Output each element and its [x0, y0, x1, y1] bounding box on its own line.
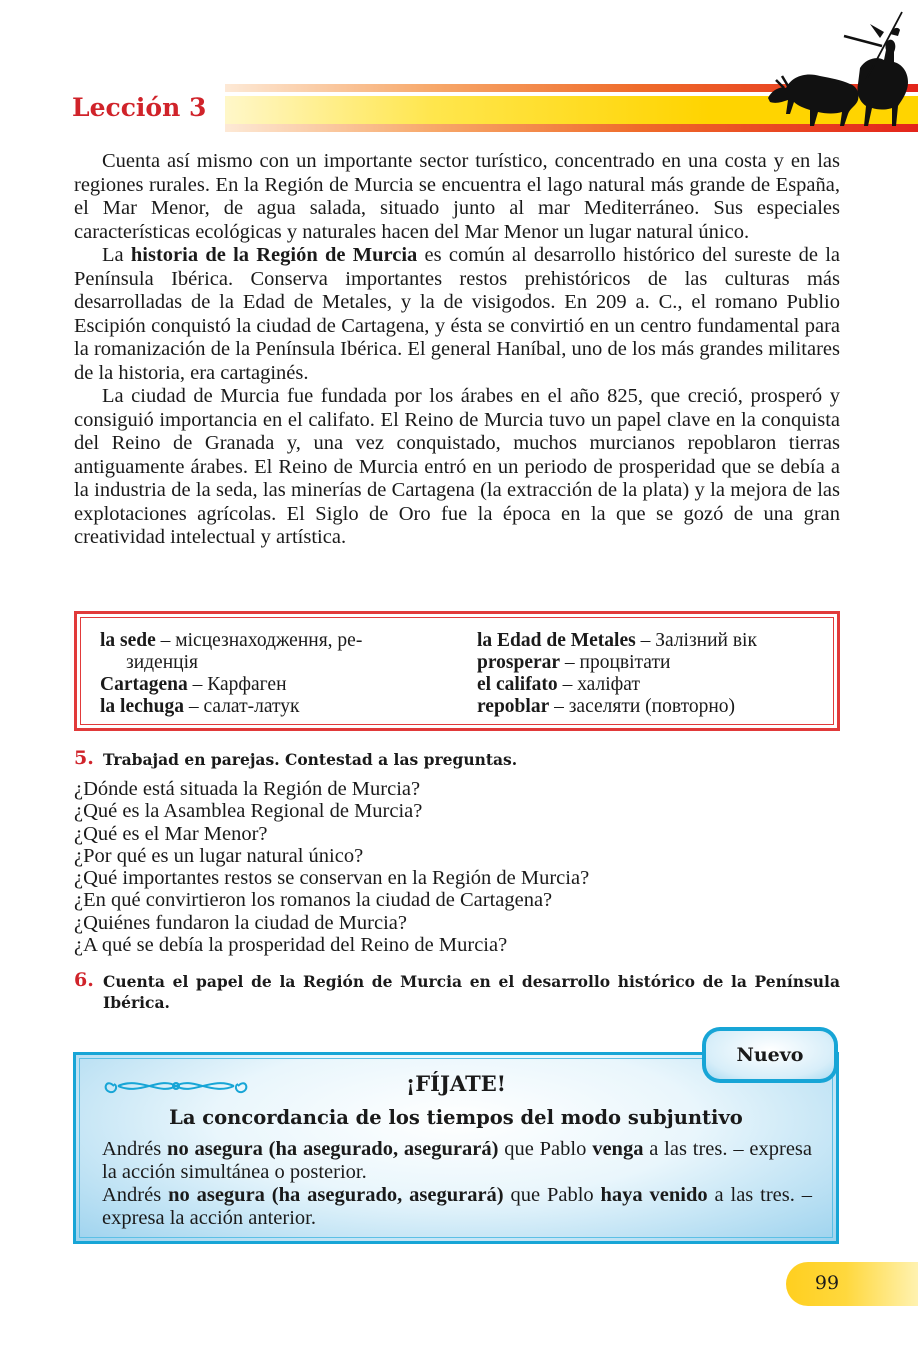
fijate-examples [102, 1138, 812, 1230]
vocab-entry: la lechuga – салат-латук [100, 696, 300, 717]
question-item: ¿Qué es el Mar Menor? [74, 822, 268, 845]
task-number: 6. [74, 969, 94, 991]
vocabulary-box [74, 611, 840, 731]
nuevo-badge: Nuevo [702, 1027, 838, 1083]
question-item: ¿Qué importantes restos se conservan en la Región de Murcia? [74, 867, 590, 890]
question-item: ¿Por qué es un lugar natural único? [74, 844, 364, 867]
vocab-entry: repoblar – заселяти (повторно) [477, 696, 736, 717]
paragraph-tourism: Cuenta así mismo con un importante sector turístico, concentrado en una costa y en las regiones rurales. En la Región de Murcia se encuentra el lago natural más grande de España, el Mar Menor, de agua salada, situado junto al mar Mediterráneo. Sus especiales características ecológicas y naturales hacen del Mar Menor un lugar natural único. [74, 150, 840, 243]
fijate-subtitle: La concordancia de los tiempos del modo subjuntivo [169, 1106, 743, 1129]
vocab-entry: la sede – місцезнаходження, ре- зиденція [100, 630, 363, 673]
vocabulary-right-column [477, 630, 827, 718]
example-line: Andrés no asegura (ha asegurado, asegurará) que Pablo haya venido a las tres. – expresa la acción anterior. [102, 1184, 812, 1229]
paragraph-murcia-city: La ciudad de Murcia fue fundada por los árabes en el año 825, que creció, prosperó y consiguió importancia en el califato. El Reino de Murcia tuvo un papel clave en la conquista del Reino de Granada y, una vez conquistado, muchos murcianos repoblaron tierras antiguamente árabes. El Reino de Murcia entró en un periodo de prosperidad que se debía a la industria de la seda, las minerías de Cartagena (la extracción de la plata) y la mejora de las explotaciones agrícolas. El Siglo de Oro fue la época en la que se gozó de una gran creatividad intelectual y artística. [74, 385, 840, 548]
question-list [74, 778, 840, 956]
page-number: 99 [814, 1272, 840, 1294]
task-instruction: Cuenta el papel de la Región de Murcia en el desarrollo histórico de la Península Ibérica. [103, 972, 840, 1012]
body-text [74, 150, 840, 550]
question-item: ¿A qué se debía la prosperidad del Reino de Murcia? [74, 934, 508, 957]
question-item: ¿En qué convirtieron los romanos la ciudad de Cartagena? [74, 889, 553, 912]
vocabulary-left-column [100, 630, 450, 718]
question-item: ¿Quiénes fundaron la ciudad de Murcia? [74, 911, 407, 934]
vocab-entry: la Edad de Metales – Залізний вік [477, 630, 757, 651]
task-6 [74, 971, 840, 1013]
question-item: ¿Qué es la Asamblea Regional de Murcia? [74, 800, 423, 823]
lesson-title: Lección 3 [72, 93, 207, 122]
vocab-entry: prosperar – процвітати [477, 652, 671, 673]
task-instruction: Trabajad en parejas. Contestad a las preguntas. [103, 750, 518, 769]
example-line: Andrés no asegura (ha asegurado, asegurará) que Pablo venga a las tres. – expresa la acción simultánea o posterior. [102, 1138, 813, 1183]
task-5 [74, 749, 840, 770]
vocab-entry: Cartagena – Карфаген [100, 674, 287, 695]
bullfighter-icon [762, 10, 918, 128]
vocab-entry: el califato – халіфат [477, 674, 640, 695]
page-header [0, 0, 918, 140]
fijate-title: ¡FÍJATE! [406, 1071, 506, 1096]
paragraph-history: La historia de la Región de Murcia es común al desarrollo histórico del sureste de la Península Ibérica. Conserva importantes restos prehistóricos de las culturas más desarrolladas de la Edad de Metales, y la de visigodos. En 209 a. C., el romano Publio Escipión conquistó la ciudad de Cartagena, y ésta se convirtió en un centro fundamental para la romanización de la Península Ibérica. El general Haníbal, uno de los más grandes militares de la historia, era cartaginés. [74, 244, 840, 384]
task-number: 5. [74, 747, 94, 769]
question-item: ¿Dónde está situada la Región de Murcia? [74, 778, 421, 800]
